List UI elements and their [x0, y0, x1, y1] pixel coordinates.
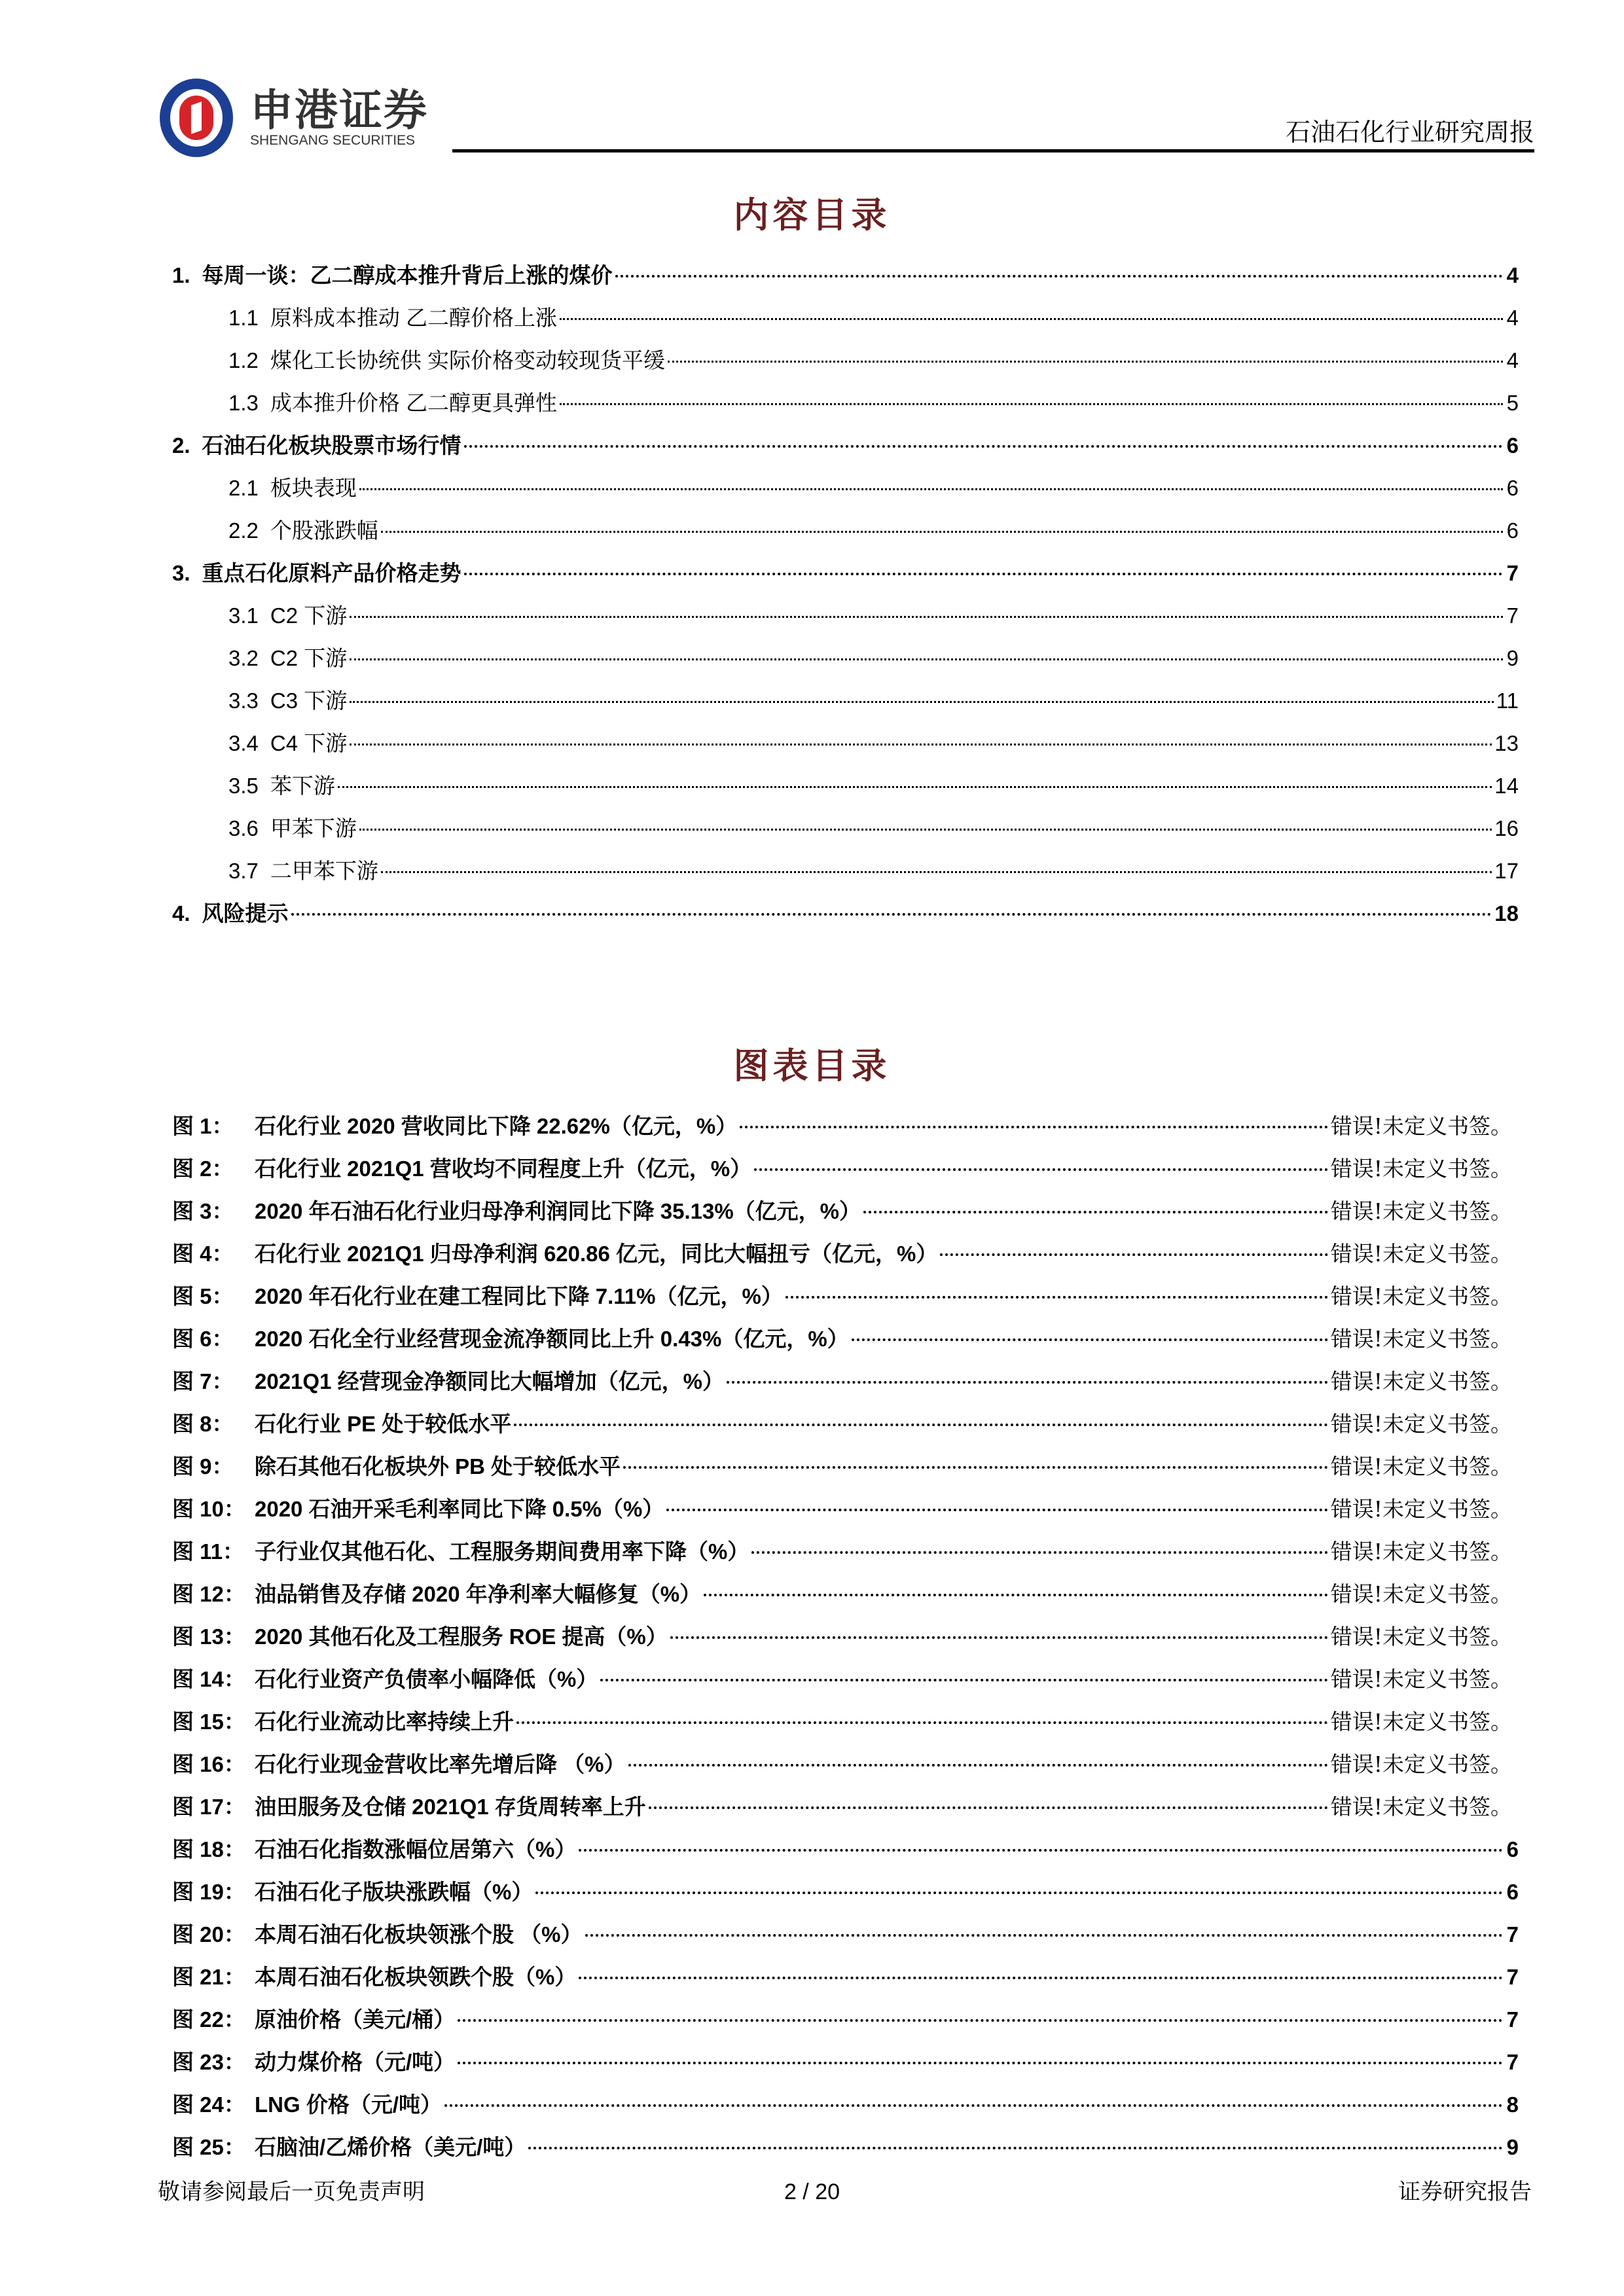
logo-emblem-icon — [160, 79, 233, 157]
dot-leader — [350, 616, 1503, 618]
figure-entry-number: 图 14： — [172, 1667, 245, 1691]
figure-entry-number: 图 2： — [172, 1157, 234, 1181]
dot-leader — [615, 275, 1503, 278]
figure-entry-number: 图 4： — [172, 1242, 234, 1266]
figure-entry[interactable] — [172, 1318, 1519, 1360]
dot-leader — [464, 445, 1503, 448]
toc-entry[interactable] — [172, 382, 1519, 424]
figure-entry-number: 图 17： — [172, 1795, 245, 1819]
dot-leader — [381, 871, 1492, 873]
toc-entry[interactable] — [172, 552, 1519, 594]
dot-leader — [668, 361, 1503, 363]
figure-entry-page: 7 — [1506, 2007, 1519, 2032]
figure-entry[interactable] — [172, 1998, 1519, 2041]
figure-entry-title: 本周石油石化板块领跌个股（%） — [255, 1965, 577, 1989]
figure-entry-title: 石脑油/乙烯价格（美元/吨） — [255, 2135, 526, 2159]
dot-leader — [338, 786, 1492, 788]
dot-leader — [560, 318, 1503, 320]
dot-leader — [863, 1211, 1328, 1213]
figure-entry-page: 错误!未定义书签。 — [1330, 1539, 1512, 1564]
toc-entry-title: 苯下游 — [270, 774, 335, 798]
figure-entry-page: 错误!未定义书签。 — [1330, 1156, 1512, 1181]
figure-entry-page: 错误!未定义书签。 — [1330, 1666, 1512, 1692]
toc-entry-page: 6 — [1506, 433, 1519, 457]
figure-entry-page: 错误!未定义书签。 — [1330, 1241, 1512, 1266]
figure-entry-number: 图 8： — [172, 1412, 234, 1436]
figure-entry-title: 石化行业 2021Q1 营收均不同程度上升（亿元，%） — [255, 1157, 752, 1181]
toc-entry[interactable] — [172, 594, 1519, 637]
dot-leader — [670, 1636, 1328, 1639]
toc-entry-page: 4 — [1506, 348, 1519, 372]
figure-entry-page: 错误!未定义书签。 — [1330, 1751, 1512, 1777]
figure-entry[interactable] — [172, 1403, 1519, 1445]
figure-entry[interactable] — [172, 1615, 1519, 1658]
figure-entry[interactable] — [172, 1913, 1519, 1956]
toc-entry-page: 17 — [1494, 859, 1519, 883]
toc-entry-number: 1.2 — [228, 348, 259, 372]
figure-entry-title: 2020 年石油石化行业归母净利润同比下降 35.13%（亿元，%） — [255, 1199, 861, 1223]
figure-entry[interactable] — [172, 1360, 1519, 1403]
figure-entry-title: 油品销售及存储 2020 年净利率大幅修复（%） — [255, 1582, 702, 1606]
figure-entry-number: 图 7： — [172, 1369, 234, 1393]
figure-entry[interactable] — [172, 1700, 1519, 1743]
toc-entry-title: C3 下游 — [270, 689, 348, 713]
toc-title: 内容目录 — [733, 194, 891, 236]
figure-entry-title: LNG 价格（元/吨） — [255, 2092, 442, 2117]
report-type: 石油石化行业研究周报 — [1285, 118, 1534, 147]
figure-entry-title: 石化行业 2020 营收同比下降 22.62%（亿元，%） — [255, 1114, 738, 1138]
dot-leader — [458, 2019, 1503, 2022]
toc-entry[interactable] — [172, 637, 1519, 679]
figure-entry-title: 石化行业 2021Q1 归母净利润 620.86 亿元，同比大幅扭亏（亿元，%） — [255, 1242, 938, 1266]
toc-entry-title: C2 下游 — [270, 603, 348, 628]
toc-entry-number: 2. — [172, 433, 190, 457]
figure-entry-number: 图 24： — [172, 2092, 245, 2117]
figure-entry-page: 7 — [1506, 1965, 1519, 1989]
figure-entry[interactable] — [172, 2083, 1519, 2126]
toc-entry-title: 甲苯下游 — [270, 816, 357, 840]
dot-leader — [754, 1168, 1328, 1171]
dot-leader — [785, 1296, 1328, 1299]
toc-entry-title: 风险提示 — [202, 901, 289, 925]
toc-entry-page: 7 — [1506, 603, 1519, 628]
page-indicator: 2 / 20 — [784, 2179, 840, 2204]
figure-entry[interactable] — [172, 1956, 1519, 1998]
figure-entry-number: 图 9： — [172, 1454, 234, 1479]
dot-leader — [704, 1594, 1328, 1596]
toc-entry-number: 3.4 — [228, 731, 259, 755]
dot-leader — [359, 829, 1492, 831]
toc-entry-title: 每周一谈：乙二醇成本推升背后上涨的煤价 — [202, 263, 613, 287]
figure-entry-title: 石化行业流动比率持续上升 — [255, 1710, 514, 1734]
toc-entry-number: 1.3 — [228, 391, 259, 415]
dot-leader — [852, 1338, 1328, 1341]
toc-entry-number: 3.6 — [228, 816, 259, 840]
toc-entry-title: C2 下游 — [270, 646, 348, 670]
toc-entry[interactable] — [172, 296, 1519, 339]
figure-entry-page: 错误!未定义书签。 — [1330, 1326, 1512, 1352]
toc-entry-title: 个股涨跌幅 — [270, 518, 378, 543]
dot-leader — [628, 1764, 1328, 1767]
dot-leader — [600, 1679, 1327, 1681]
figure-entry[interactable] — [172, 1232, 1519, 1275]
dot-leader — [381, 531, 1503, 533]
toc-entry-title: 板块表现 — [270, 476, 357, 500]
toc-entry[interactable] — [172, 764, 1519, 807]
figure-entry-number: 图 20： — [172, 1922, 245, 1946]
footer-doc-type: 证券研究报告 — [1398, 2179, 1532, 2205]
dot-leader — [528, 2147, 1503, 2149]
dot-leader — [585, 1934, 1503, 1937]
figure-entry-title: 2021Q1 经营现金净额同比大幅增加（亿元，%） — [255, 1369, 724, 1393]
figure-entry[interactable] — [172, 1275, 1519, 1318]
dot-leader — [350, 701, 1494, 703]
toc-entry[interactable] — [172, 679, 1519, 722]
toc-entry-page: 6 — [1506, 476, 1519, 500]
toc-entry-number: 3.1 — [228, 603, 259, 628]
toc-entry[interactable] — [172, 722, 1519, 764]
figure-entry-number: 图 6： — [172, 1327, 234, 1351]
figure-entry-title: 子行业仅其他石化、工程服务期间费用率下降（%） — [255, 1539, 749, 1564]
figure-entry-page: 错误!未定义书签。 — [1330, 1709, 1512, 1734]
toc-entry-number: 3. — [172, 561, 190, 585]
figure-entry-page: 9 — [1506, 2135, 1519, 2159]
figure-entry[interactable] — [172, 1828, 1519, 1871]
toc-entry-number: 1.1 — [228, 306, 259, 330]
dot-leader — [464, 573, 1503, 575]
figure-entry[interactable] — [172, 1105, 1519, 1147]
figure-entry-number: 图 11： — [172, 1539, 245, 1564]
dot-leader — [444, 2104, 1503, 2107]
figure-entry-title: 本周石油石化板块领涨个股 （%） — [255, 1922, 583, 1946]
toc-entry-title: 重点石化原料产品价格走势 — [202, 561, 461, 585]
figure-entry[interactable] — [172, 1573, 1519, 1615]
figure-entry-number: 图 19： — [172, 1880, 245, 1904]
figure-entry-title: 石化行业 PE 处于较低水平 — [255, 1412, 512, 1436]
toc-entry-number: 1. — [172, 263, 190, 287]
figure-entry[interactable] — [172, 1871, 1519, 1913]
toc-entry[interactable] — [172, 339, 1519, 382]
figure-list-title: 图表目录 — [733, 1045, 891, 1086]
figure-entry[interactable] — [172, 2126, 1519, 2168]
toc-entry[interactable] — [172, 467, 1519, 509]
figure-entry-number: 图 21： — [172, 1965, 245, 1989]
toc-entry-page: 5 — [1506, 391, 1519, 415]
figure-entry[interactable] — [172, 1743, 1519, 1785]
footer-disclaimer: 敬请参阅最后一页免责声明 — [158, 2179, 425, 2205]
dot-leader — [940, 1253, 1327, 1256]
figure-entry-title: 2020 石油开采毛利率同比下降 0.5%（%） — [255, 1497, 664, 1521]
dot-leader — [350, 744, 1492, 745]
figure-entry-page: 错误!未定义书签。 — [1330, 1283, 1512, 1309]
figure-entry-page: 7 — [1506, 1922, 1519, 1946]
toc-list — [172, 254, 1519, 935]
toc-entry-page: 18 — [1494, 901, 1519, 925]
dot-leader — [740, 1126, 1328, 1128]
figure-entry-page: 错误!未定义书签。 — [1330, 1581, 1512, 1607]
toc-entry-number: 3.5 — [228, 774, 259, 798]
toc-entry-page: 11 — [1496, 689, 1519, 713]
dot-leader — [666, 1509, 1327, 1511]
figure-entry-page: 错误!未定义书签。 — [1330, 1496, 1512, 1522]
toc-entry-number: 3.2 — [228, 646, 259, 670]
dot-leader — [579, 1849, 1503, 1852]
figure-entry-page: 错误!未定义书签。 — [1330, 1794, 1512, 1820]
figure-entry-number: 图 15： — [172, 1710, 245, 1734]
dot-leader — [579, 1977, 1503, 1979]
figure-entry[interactable] — [172, 1445, 1519, 1488]
figure-entry-page: 6 — [1506, 1837, 1519, 1861]
toc-entry-number: 4. — [172, 901, 190, 925]
brand-name-en: SHENGANG SECURITIES — [250, 133, 416, 148]
toc-entry-page: 16 — [1494, 816, 1519, 840]
figure-entry-page: 错误!未定义书签。 — [1330, 1454, 1512, 1479]
header-divider — [452, 149, 1534, 152]
toc-entry-page: 14 — [1494, 774, 1519, 798]
dot-leader — [458, 2062, 1503, 2064]
figure-entry-title: 原油价格（美元/桶） — [255, 2007, 456, 2032]
toc-entry-number: 3.7 — [228, 859, 259, 883]
figure-entry-number: 图 10： — [172, 1497, 245, 1521]
dot-leader — [514, 1424, 1327, 1426]
toc-entry-page: 4 — [1506, 263, 1519, 287]
figure-entry-title: 油田服务及仓储 2021Q1 存货周转率上升 — [255, 1795, 646, 1819]
figure-entry[interactable] — [172, 1530, 1519, 1573]
toc-entry-title: C4 下游 — [270, 731, 348, 755]
toc-entry-title: 石油石化板块股票市场行情 — [202, 433, 461, 457]
toc-entry-number: 2.1 — [228, 476, 259, 500]
dot-leader — [359, 488, 1503, 490]
figure-entry-page: 6 — [1506, 1880, 1519, 1904]
figure-entry-number: 图 22： — [172, 2007, 245, 2032]
toc-entry[interactable] — [172, 424, 1519, 467]
figure-entry-number: 图 13： — [172, 1624, 245, 1649]
toc-entry-page: 4 — [1506, 306, 1519, 330]
figure-entry-title: 2020 其他石化及工程服务 ROE 提高（%） — [255, 1624, 668, 1649]
brand-name-cn: 申港证券 — [250, 86, 428, 134]
figure-entry[interactable] — [172, 1658, 1519, 1700]
figure-entry-page: 错误!未定义书签。 — [1330, 1113, 1512, 1139]
toc-entry-title: 二甲苯下游 — [270, 859, 378, 883]
dot-leader — [350, 658, 1503, 660]
toc-entry[interactable] — [172, 807, 1519, 850]
dot-leader — [560, 403, 1503, 405]
figure-entry-number: 图 25： — [172, 2135, 245, 2159]
figure-entry-page: 错误!未定义书签。 — [1330, 1198, 1512, 1224]
figure-entry[interactable] — [172, 1785, 1519, 1828]
figure-entry-number: 图 23： — [172, 2050, 245, 2074]
toc-entry[interactable] — [172, 850, 1519, 892]
toc-entry-number: 2.2 — [228, 518, 259, 543]
toc-entry[interactable] — [172, 509, 1519, 552]
toc-entry-page: 6 — [1506, 518, 1519, 543]
figure-entry-title: 2020 年石化行业在建工程同比下降 7.11%（亿元，%） — [255, 1284, 783, 1308]
figure-entry-number: 图 18： — [172, 1837, 245, 1861]
figure-entry[interactable] — [172, 2041, 1519, 2083]
figure-entry[interactable] — [172, 1488, 1519, 1530]
figure-entry[interactable] — [172, 1147, 1519, 1190]
figure-list — [172, 1105, 1519, 2168]
dot-leader — [291, 913, 1492, 916]
dot-leader — [751, 1551, 1327, 1554]
dot-leader — [516, 1721, 1328, 1724]
toc-entry-number: 3.3 — [228, 689, 259, 713]
toc-entry-title: 原料成本推动 乙二醇价格上涨 — [270, 306, 558, 330]
toc-entry-title: 成本推升价格 乙二醇更具弹性 — [270, 391, 558, 415]
figure-entry-number: 图 5： — [172, 1284, 234, 1308]
figure-entry-number: 图 12： — [172, 1582, 245, 1606]
dot-leader — [727, 1381, 1328, 1384]
figure-entry-page: 错误!未定义书签。 — [1330, 1411, 1512, 1437]
figure-entry-page: 7 — [1506, 2050, 1519, 2074]
figure-entry-title: 石化行业现金营收比率先增后降 （%） — [255, 1752, 626, 1776]
figure-entry-title: 石化行业资产负债率小幅降低（%） — [255, 1667, 598, 1691]
figure-entry-title: 动力煤价格（元/吨） — [255, 2050, 456, 2074]
dot-leader — [535, 1892, 1503, 1894]
figure-entry[interactable] — [172, 1190, 1519, 1232]
figure-entry-number: 图 16： — [172, 1752, 245, 1776]
toc-entry-page: 9 — [1506, 646, 1519, 670]
figure-entry-number: 图 3： — [172, 1199, 234, 1223]
toc-entry-page: 13 — [1494, 731, 1519, 755]
figure-entry-page: 错误!未定义书签。 — [1330, 1624, 1512, 1649]
toc-entry-title: 煤化工长协统供 实际价格变动较现货平缓 — [270, 348, 666, 372]
figure-entry-page: 8 — [1506, 2092, 1519, 2117]
figure-entry-title: 除石其他石化板块外 PB 处于较低水平 — [255, 1454, 621, 1479]
toc-entry[interactable] — [172, 892, 1519, 935]
company-logo — [160, 79, 428, 157]
toc-entry[interactable] — [172, 254, 1519, 296]
figure-entry-title: 石油石化指数涨幅位居第六（%） — [255, 1837, 577, 1861]
figure-entry-number: 图 1： — [172, 1114, 234, 1138]
dot-leader — [623, 1466, 1328, 1469]
toc-entry-page: 7 — [1506, 561, 1519, 585]
figure-entry-page: 错误!未定义书签。 — [1330, 1369, 1512, 1394]
figure-entry-title: 石油石化子版块涨跌幅（%） — [255, 1880, 533, 1904]
figure-entry-title: 2020 石化全行业经营现金流净额同比上升 0.43%（亿元，%） — [255, 1327, 849, 1351]
dot-leader — [649, 1806, 1328, 1809]
